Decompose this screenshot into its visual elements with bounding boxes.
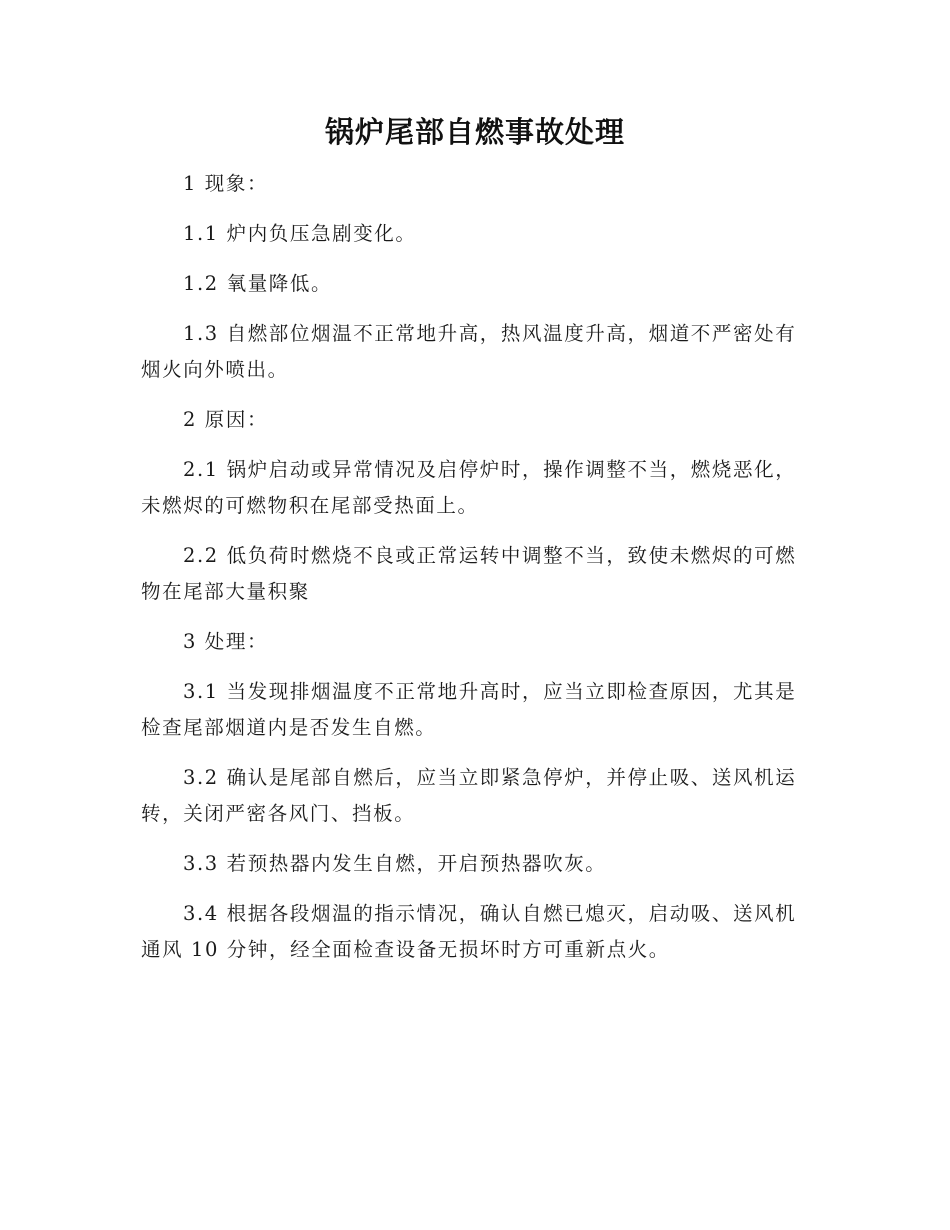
paragraph-1-2: 1.2 氧量降低。 — [183, 272, 333, 295]
paragraph-2-2: 2.2 低负荷时燃烧不良或正常运转中调整不当，致使未燃烬的可燃物在尾部大量积聚 — [141, 544, 797, 603]
paragraph-1-3: 1.3 自燃部位烟温不正常地升高，热风温度升高，烟道不严密处有烟火向外喷出。 — [141, 322, 797, 381]
paragraph-3-1: 3.1 当发现排烟温度不正常地升高时，应当立即检查原因，尤其是检查尾部烟道内是否发生自燃。 — [141, 680, 797, 739]
section-heading-handling: 3 处理： — [183, 630, 269, 653]
section-heading-cause: 2 原因： — [183, 408, 269, 431]
paragraph-3-4: 3.4 根据各段烟温的指示情况，确认自燃已熄灭，启动吸、送风机通风 10 分钟，经全面检查设备无损坏时方可重新点火。 — [141, 902, 797, 961]
document-body — [141, 166, 809, 982]
paragraph-3-2: 3.2 确认是尾部自燃后，应当立即紧急停炉，并停止吸、送风机运转，关闭严密各风门、挡板。 — [141, 766, 797, 825]
document-title: 锅炉尾部自燃事故处理 — [324, 115, 625, 149]
paragraph-3-3: 3.3 若预热器内发生自燃，开启预热器吹灰。 — [183, 852, 607, 875]
paragraph-1-1: 1.1 炉内负压急剧变化。 — [183, 222, 417, 245]
paragraph-2-1: 2.1 锅炉启动或异常情况及启停炉时，操作调整不当，燃烧恶化，未燃烬的可燃物积在尾部受热面上。 — [141, 458, 797, 517]
section-heading-phenomenon: 1 现象： — [183, 172, 269, 195]
